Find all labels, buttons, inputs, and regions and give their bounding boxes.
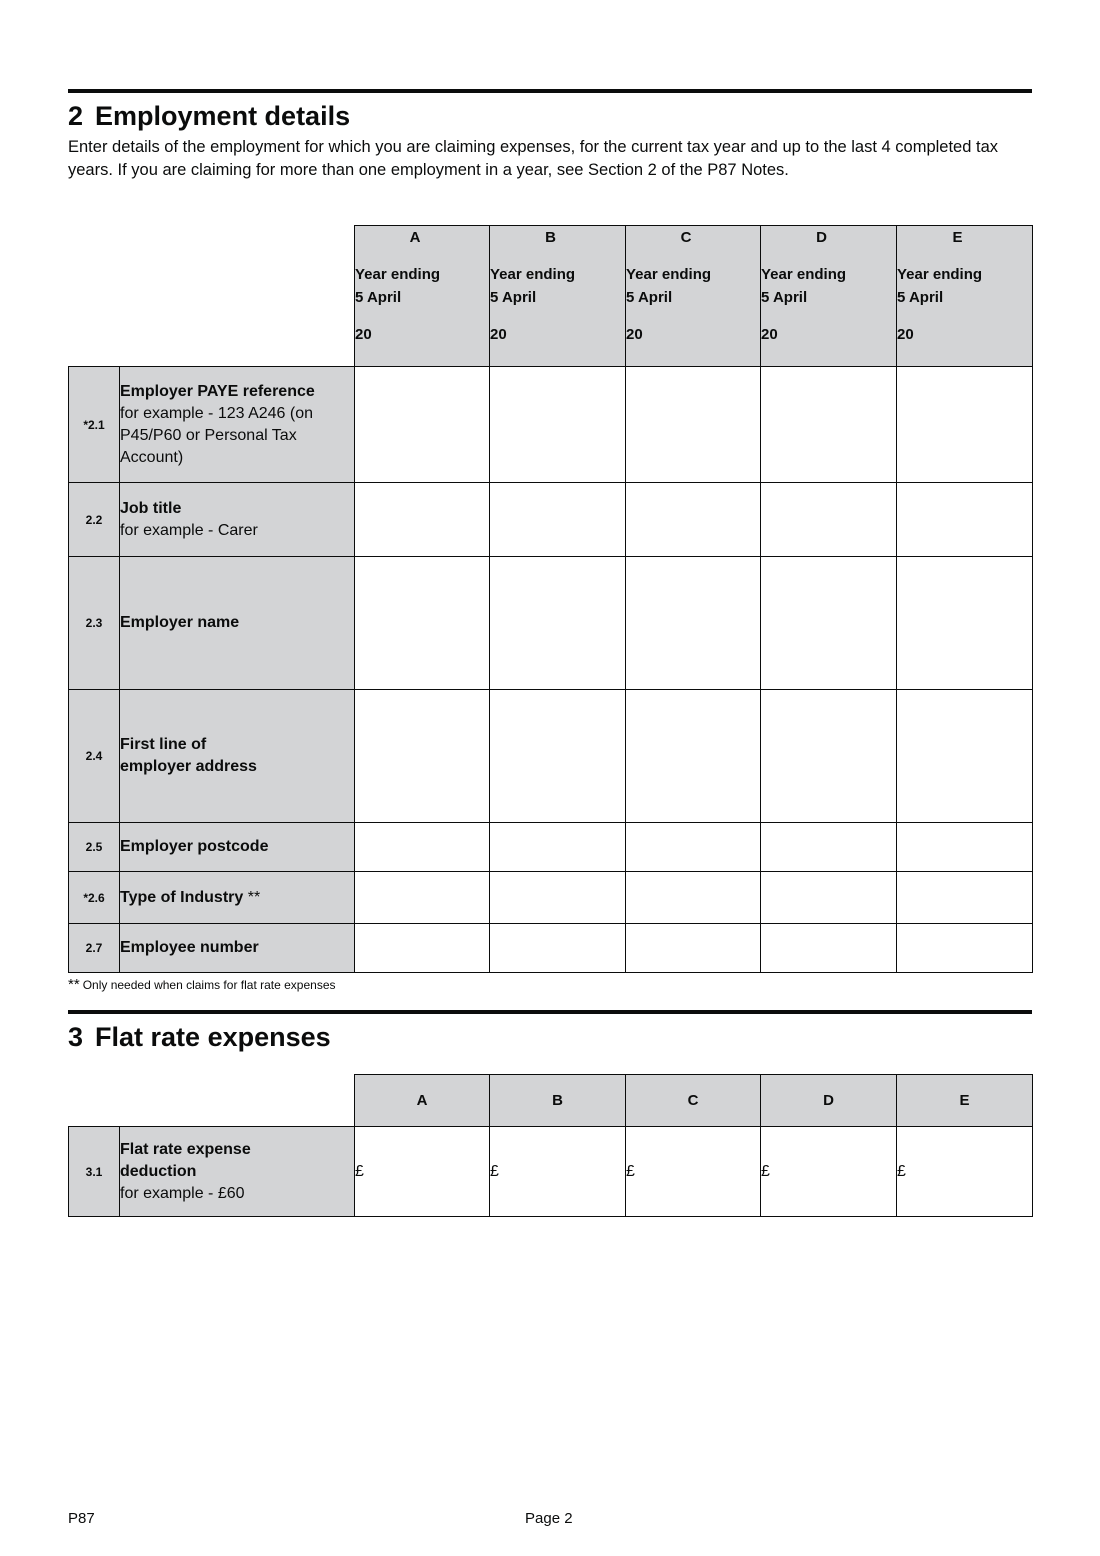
row-2-2 <box>69 483 1033 557</box>
form-code: P87 <box>68 1510 95 1527</box>
employment-details-table <box>68 225 1033 973</box>
paye-reference-field-a[interactable] <box>355 367 490 483</box>
year-prefix: 20 <box>490 326 507 343</box>
row-label-title: Job title <box>120 499 182 517</box>
row-3-1 <box>69 1127 1033 1217</box>
column-header-d: D <box>761 1075 897 1127</box>
currency-symbol: £ <box>355 1162 364 1180</box>
currency-symbol: £ <box>626 1162 635 1180</box>
column-letter: B <box>545 229 556 246</box>
employer-address-field-a[interactable] <box>355 690 490 823</box>
job-title-field-e[interactable] <box>897 483 1033 557</box>
column-header-d <box>761 226 897 367</box>
row-label-title: First line of employer address <box>120 736 257 775</box>
year-prefix: 20 <box>897 326 914 343</box>
employer-name-field-e[interactable] <box>897 557 1033 690</box>
column-header-e <box>897 226 1033 367</box>
employer-name-field-d[interactable] <box>761 557 897 690</box>
job-title-field-a[interactable] <box>355 483 490 557</box>
column-letter-row <box>69 1075 1033 1127</box>
employee-number-field-b[interactable] <box>490 924 626 973</box>
employer-address-field-c[interactable] <box>626 690 761 823</box>
employee-number-field-c[interactable] <box>626 924 761 973</box>
row-label <box>120 483 355 557</box>
employer-address-field-d[interactable] <box>761 690 897 823</box>
flat-rate-amount-field-d[interactable] <box>761 1127 897 1217</box>
row-2-6 <box>69 872 1033 924</box>
year-ending-label: Year ending <box>761 266 847 283</box>
employee-number-field-a[interactable] <box>355 924 490 973</box>
employer-name-field-a[interactable] <box>355 557 490 690</box>
employer-name-field-b[interactable] <box>490 557 626 690</box>
row-label <box>120 367 355 483</box>
currency-symbol: £ <box>490 1162 499 1180</box>
flat-rate-amount-field-b[interactable] <box>490 1127 626 1217</box>
row-number: 2.2 <box>69 483 120 557</box>
section-2-intro: Enter details of the employment for which you are claiming expenses, for the current tax year and up to the last 4 completed tax years. If you are claiming for more than one employment in a year, see Section 2 of the P87 Notes. <box>68 138 998 179</box>
row-label-title: Employer PAYE reference <box>120 382 315 400</box>
industry-type-field-d[interactable] <box>761 872 897 924</box>
industry-type-field-c[interactable] <box>626 872 761 924</box>
row-label-title: Employee number <box>120 939 259 956</box>
year-ending-label: Year ending <box>355 266 441 283</box>
section-2-heading <box>68 100 350 132</box>
employer-postcode-field-c[interactable] <box>626 823 761 872</box>
april-label: 5 April <box>626 289 673 306</box>
row-2-1 <box>69 367 1033 483</box>
row-2-7 <box>69 924 1033 973</box>
column-letter: A <box>409 229 421 246</box>
paye-reference-field-d[interactable] <box>761 367 897 483</box>
paye-reference-field-c[interactable] <box>626 367 761 483</box>
paye-reference-field-b[interactable] <box>490 367 626 483</box>
row-2-4 <box>69 690 1033 823</box>
industry-type-field-b[interactable] <box>490 872 626 924</box>
header-spacer <box>69 226 355 367</box>
column-letter: E <box>952 229 963 246</box>
row-label-title: Employer postcode <box>120 838 269 855</box>
row-label-hint: for example - £60 <box>120 1184 245 1202</box>
year-prefix: 20 <box>761 326 778 343</box>
year-ending-label: Year ending <box>490 266 576 283</box>
row-label <box>120 690 355 823</box>
row-number: 2.5 <box>69 823 120 872</box>
row-label-hint: for example - Carer <box>120 521 258 539</box>
row-number: 2.4 <box>69 690 120 823</box>
column-header-b <box>490 226 626 367</box>
section-3-heading <box>68 1021 331 1053</box>
year-ending-label: Year ending <box>626 266 712 283</box>
column-header-e: E <box>897 1075 1033 1127</box>
column-header-a: A <box>355 1075 490 1127</box>
row-label-title: Employer name <box>120 614 240 631</box>
footnote-marker: ** <box>243 888 261 906</box>
row-label <box>120 557 355 690</box>
flat-rate-amount-field-a[interactable] <box>355 1127 490 1217</box>
section-title: Flat rate expenses <box>95 1022 331 1052</box>
april-label: 5 April <box>490 289 537 306</box>
year-header-row <box>69 226 1033 367</box>
row-label <box>120 924 355 973</box>
header-spacer <box>69 1075 355 1127</box>
employee-number-field-d[interactable] <box>761 924 897 973</box>
flat-rate-expenses-table <box>68 1074 1033 1217</box>
section-2-rule <box>68 89 1032 93</box>
column-header-c <box>626 226 761 367</box>
april-label: 5 April <box>355 289 402 306</box>
section-number: 3 <box>68 1022 84 1052</box>
column-header-b: B <box>490 1075 626 1127</box>
column-header-a <box>355 226 490 367</box>
row-2-5 <box>69 823 1033 872</box>
flat-rate-amount-field-c[interactable] <box>626 1127 761 1217</box>
footnote-text: Only needed when claims for flat rate expenses <box>82 978 336 992</box>
column-letter: D <box>816 229 827 246</box>
employer-address-field-e[interactable] <box>897 690 1033 823</box>
year-prefix: 20 <box>626 326 643 343</box>
row-label <box>120 823 355 872</box>
section-number: 2 <box>68 101 84 131</box>
flat-rate-amount-field-e[interactable] <box>897 1127 1033 1217</box>
row-label <box>120 1127 355 1217</box>
section-title: Employment details <box>95 101 351 131</box>
year-prefix: 20 <box>355 326 372 343</box>
job-title-field-b[interactable] <box>490 483 626 557</box>
employer-address-field-b[interactable] <box>490 690 626 823</box>
row-number: *2.6 <box>69 872 120 924</box>
footnote <box>68 978 336 995</box>
row-label-title: Type of Industry <box>120 888 244 906</box>
employer-postcode-field-e[interactable] <box>897 823 1033 872</box>
employer-name-field-c[interactable] <box>626 557 761 690</box>
currency-symbol: £ <box>897 1162 906 1180</box>
currency-symbol: £ <box>761 1162 770 1180</box>
row-label <box>120 872 355 924</box>
row-label-hint: for example - 123 A246 (on P45/P60 or Personal Tax Account) <box>120 404 314 466</box>
employer-postcode-field-d[interactable] <box>761 823 897 872</box>
industry-type-field-e[interactable] <box>897 872 1033 924</box>
paye-reference-field-e[interactable] <box>897 367 1033 483</box>
employer-postcode-field-b[interactable] <box>490 823 626 872</box>
section-3-rule <box>68 1010 1032 1014</box>
row-number: 2.7 <box>69 924 120 973</box>
april-label: 5 April <box>897 289 944 306</box>
row-number: 2.3 <box>69 557 120 690</box>
job-title-field-c[interactable] <box>626 483 761 557</box>
year-ending-label: Year ending <box>897 266 983 283</box>
row-number: 3.1 <box>69 1127 120 1217</box>
column-header-c: C <box>626 1075 761 1127</box>
employer-postcode-field-a[interactable] <box>355 823 490 872</box>
row-label-title: Flat rate expense deduction <box>120 1140 251 1180</box>
page-number: Page 2 <box>525 1510 573 1527</box>
footnote-stars: ** <box>68 976 80 993</box>
column-letter: C <box>680 229 692 246</box>
employee-number-field-e[interactable] <box>897 924 1033 973</box>
job-title-field-d[interactable] <box>761 483 897 557</box>
row-2-3 <box>69 557 1033 690</box>
row-number: *2.1 <box>69 367 120 483</box>
industry-type-field-a[interactable] <box>355 872 490 924</box>
april-label: 5 April <box>761 289 808 306</box>
